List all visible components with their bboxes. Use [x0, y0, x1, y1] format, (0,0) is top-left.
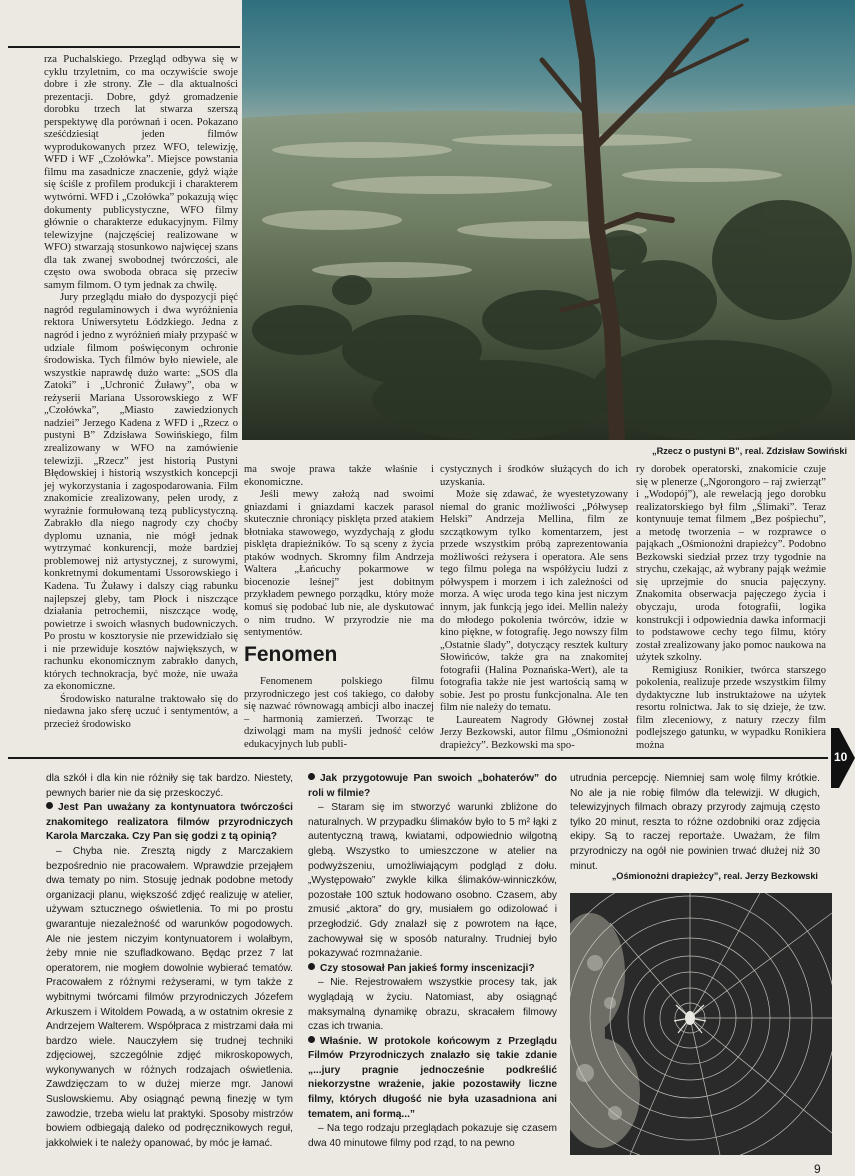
interview-question — [308, 962, 557, 977]
interview-question — [308, 1035, 557, 1123]
article-column-2-lower — [244, 676, 434, 751]
desert-landscape-image — [242, 0, 855, 440]
desert-photo — [242, 0, 855, 440]
desert-photo-caption: „Rzecz o pustyni B”, real. Zdzisław Sowiński — [651, 446, 847, 456]
bullet-icon — [308, 963, 315, 970]
interview-answer: – Nie. Rejestrowałem wszystkie procesy tak, jak wyglądają w życiu. Natomiast, aby osiągnąć maksymalną dynamikę obrazu, skracałem filmowy czas ich trwania. — [308, 977, 557, 1033]
interview-column-2 — [308, 772, 557, 1151]
interview-question-text: Jest Pan uważany za kontynuatora twórczości znakomitego realizatora filmów przyrodniczych Karola Marczaka. Czy Pan się godzi z tą opinią? — [46, 802, 293, 843]
interview-column-3 — [570, 772, 820, 874]
section-heading-fenomen: Fenomen — [244, 643, 338, 666]
article-column-3 — [440, 464, 628, 753]
interview-question-text: Czy stosował Pan jakieś formy inscenizacji? — [320, 962, 535, 974]
bullet-icon — [308, 1036, 315, 1043]
interview-answer: utrudnia percepcję. Niemniej sam wolę filmy krótkie. No ale ja nie robię filmów dla telewizji. W długich, telewizyjnych filmach obrazy przyrody zajmują często tylko 20 minut, reszta to różne ozdobniki oraz zdjęcia ekipy. Są to raczej reportaże. Uważam, że film przyrodniczy na ogół nie powinien trwać dłużej niż 30 minut. — [570, 773, 820, 872]
interview-answer: – Chyba nie. Zresztą nigdy z Marczakiem bezpośrednio nie pracowałem. Wprawdzie przejąłem dwa tematy po nim. Stosuję jednak podobne metody organizacji planu, większość zdjęć realizuję w atelier, używam sztucznego oświetlenia. To mi po prostu gwarantuje niezależność od warunków pogodowych. Ale nie jestem niczyim kontynuatorem i wolałbym, żeby mnie nie szufladkowano. Będąc przez 7 lat operatorem, nie mogłem dowolnie wybierać tematów. Pracowałem z różnymi reżyserami, w tym także z wybitnymi twórcami filmów przyrodniczych Józefem Arkuszem i Witoldem Powadą, a w ostatnim okresie z Andrzejem Walterem. Współpraca z mistrzami dała mi bardzo wiele. Nauczyłem się trudnej techniki zdjęciowej, szczególnie zdjęć mikroskopowych, wykonywanych w różnych rodzajach oświetlenia. Zawdzięczam to w dużej mierze mgr. Janowi Suslowskiemu. Aby osiągnąć pewną finezję w tym zawodzie, trzeba wielu lat praktyki. Sposoby mistrzów bowiem odbiegają daleko od podręcznikowych reguł, jakkolwiek i te należy opanować, by móc je łamać. — [46, 845, 293, 1149]
interview-column-1 — [46, 772, 293, 1151]
interview-question-text: Jak przygotowuje Pan swoich „bohaterów” do roli w filmie? — [308, 773, 557, 799]
interview-answer: – Na tego rodzaju przeglądach pokazuje się czasem dwa 40 minutowe filmy pod rząd, to na pewno — [308, 1123, 557, 1149]
spider-web-image — [570, 893, 832, 1155]
spider-web-photo — [570, 893, 832, 1155]
article-paragraph: Jury przeglądu miało do dyspozycji pięć nagród regulaminowych i dwa wyróżnienia rektora Uniwersytetu Łódzkiego. Jedna z nagród i jedno z wyróżnień miały przypaść w udziale filmom poświęconym ochronie środowiska. Tych filmów było niewiele, ale wszystkie naprawdę dużo warte: „SOS dla Zatoki” i „Uchronić Żuławy”, oba w reżyserii Mariana Ussorowskiego z WF „Czołówka”, „Miasto zawiedzionych nadziei” Jerzego Kadena z WFD i „Rzecz o pustyni B” Zdzisława Sowińskiego, film zrealizowany w WFO na zamówienie telewizji. „Rzecz” jest historią Pustyni Błędowskiej i historią wszystkich koncepcji jej wykorzystania i zagospodarowania. Film znakomicie zrealizowany, pełen urody, z wyraźnie formułowaną tezą publicystyczną. Zabrakło dla niego nagrody czy choćby dyplomu uznania, nie mógł jednak wytrzymać konkurencji, może bardziej problemowej niż artystycznej, z surowymi, konkretnymi dokumentami Ussorowskiego i Kadena. Tu Żuławy i dalszy ciąg rabunku najlepszej gleby, tam Płock i niszczące działania petrochemii, niszczące wodę, powietrze i swoich własnych budowniczych. Po prostu w kosztorysie nie przewidziało się i nie przewiduje kosztów największych, w rachunku ekonomicznym zabrakło danych, których technokracja, być może, nie uważa za ekonomiczne. — [44, 292, 238, 693]
bullet-icon — [308, 773, 315, 780]
interview-question — [308, 772, 557, 801]
page-marker-number: 10 — [834, 750, 848, 764]
article-paragraph: Może się zdawać, że wyestetyzowany niemal do granic możliwości „Półwysep Helski” Andrzeja Mellina, film ze szczątkowym tylko komentarzem, jest przede wszystkim próbą zaprezentowania możliwości reżysera i operatora. Ale sens tego filmu polega na współżyciu ludzi z półwyspem i morzem i ich zależności od morza. A więc uroda tego kina jest niczym innym, jak funkcją jego idei. Mellin należy do młodego pokolenia twórców, idzie w kino piękne, w fotografię. Jego nowszy film „Ostatnie ślady”, dotyczący resztek kultury Słowińców, także gra na znakomitej fotografii (Halina Poznańska-Wert), ale ta fotografia także nie jest wartością samą w sobie. Jest po prostu funkcjonalna. Ale ten film nie należy do tematu. — [440, 489, 628, 714]
section-divider — [8, 757, 828, 759]
article-paragraph: ma swoje prawa także właśnie i ekonomiczne. — [244, 464, 434, 488]
article-column-2-upper — [244, 464, 434, 640]
article-paragraph: Remigiusz Ronikier, twórca starszego pokolenia, realizuje przede wszystkim filmy dydaktyczne lub instruktażowe na użytek resortu rolnictwa. Jak to się dzieje, że tzw. film zleceniowy, z natury rzeczy film podlejszego gatunku, w wypadku Ronikiera można — [636, 664, 826, 752]
article-column-1 — [44, 54, 238, 732]
header-rule — [8, 46, 240, 48]
bullet-icon — [46, 802, 53, 809]
article-paragraph: Jeśli mewy założą nad swoimi gniazdami i gniazdami kaczek parasol skutecznie chroniący pisklęta przed atakiem błotniaka stawowego, wyzdychają z głodu pisklęta drapieżników. To są sceny z życia ptaków wodnych. Skromny film Andrzeja Waltera „Łańcuchy pokarmowe w biocenozie leśnej” jest dobitnym przykładem pewnego porządku, który może komuś się podobać lub nie, ale dyskutować o nim trudno. W przyrodzie nie ma sentymentów. — [244, 489, 434, 639]
article-paragraph: rza Puchalskiego. Przegląd odbywa się w cyklu trzyletnim, co ma oczywiście swoje dobre i złe strony. Złe – dla aktualności prezentacji. Dobre, gdyż gromadzenie dorobku trzech lat stwarza szerszą perspektywę dla porównań i ocen. Pokazano sześćdziesiąt jeden filmów wyprodukowanych przez WFO, telewizję, WFD i WF „Czołówka”. Miejsce powstania filmu ma zasadnicze znaczenie, gdyż wiąże się ściśle z profilem produkcji i charakterem wytwórni. WFD i „Czołówka” pokazują więc dokumenty publicystyczne, WFO filmy głównie o charakterze edukacyjnym. Filmy telewizyjne (najczęściej realizowane w WFO) stwarzają stosunkowo najwięcej szans dla tak zwanej swobodnej twórczości, ale często owa swoboda obraca się przeciw samym filmom. O tym jednak za chwilę. — [44, 54, 238, 291]
interview-answer: dla szkół i dla kin nie różniły się tak bardzo. Niestety, pewnych barier nie da się przeskoczyć. — [46, 773, 293, 799]
spider-photo-caption: „Ośmionożni drapieżcy”, real. Jerzy Bezkowski — [611, 871, 818, 881]
interview-question — [46, 801, 293, 845]
article-paragraph: ry dorobek operatorski, znakomicie czuje się w plenerze („Ngorongoro – raj zwierząt” i „Wodopój”), ale rewelacją jego dorobku realizatorskiego był film „Ślimaki”. Teraz kontynuuje temat filmem „Bez pośpiechu”, a metodę tworzenia – w rozprawce o pająkach „Ośmionożni drapieżcy”. Podobno Bezkowski siedział przez trzy tygodnie na strychu, czekając, aż wybrany pająk weźmie się uprzejmie do snucia pajęczyny. Znakomita obserwacja pajęczego życia i obyczaju, uroda fotografii, logika konstrukcji i odpowiednia dawka informacji to podstawowe cechy tego filmu, który został zrealizowany jako pomoc naukowa na użytek szkolny. — [636, 464, 826, 664]
page-number: 9 — [814, 1162, 821, 1176]
article-paragraph: Środowisko naturalne traktowało się do niedawna jako sferę uczuć i sentymentów, a przecież środowisko — [44, 693, 238, 730]
article-column-4 — [636, 464, 826, 753]
interview-answer: – Staram się im stworzyć warunki zbliżone do naturalnych. W przypadku ślimaków było to 5 m² łąki z autentyczną trawą, kwiatami, odpowiednio wilgotną glebą. Wszystko to umieszczone w atelier na podwyższeniu, umożliwiającym podgląd z dołu. „Występowało” zwykle kilka ślimaków-winniczków, pozostałe 100 sztuk hodowano osobno. Czasem, aby zmusić „aktora” do gry, musiałem go odizolować i przegłodzić. Gdy znalazł się z powrotem na łące, zachowywał się w sposób naturalny. Trudniej było pokazywać rozmnażanie. — [308, 802, 557, 960]
page-marker-tab — [831, 728, 855, 788]
article-paragraph: Fenomenem polskiego filmu przyrodniczego jest coś takiego, co dałoby się nazwać równowagą ambicji albo inaczej – harmonią zamierzeń. Tworząc te dziwolągi mam na myśli jedność celów edukacyjnych lub publi- — [244, 676, 434, 750]
interview-question-text: Właśnie. W protokole końcowym z Przeglądu Filmów Przyrodniczych znalazło się takie zdanie „...jury pragnie jednocześnie podkreślić niekorzystne wrażenie, jakie pozostawiły liczne filmy, których długość nie była uzasadniona ani tematem, ani formą...” — [308, 1035, 557, 1120]
article-paragraph: Laureatem Nagrody Głównej został Jerzy Bezkowski, autor filmu „Ośmionożni drapieżcy”. Bezkowski ma spo- — [440, 714, 628, 752]
article-paragraph: cystycznych i środków służących do ich uzyskania. — [440, 464, 628, 488]
